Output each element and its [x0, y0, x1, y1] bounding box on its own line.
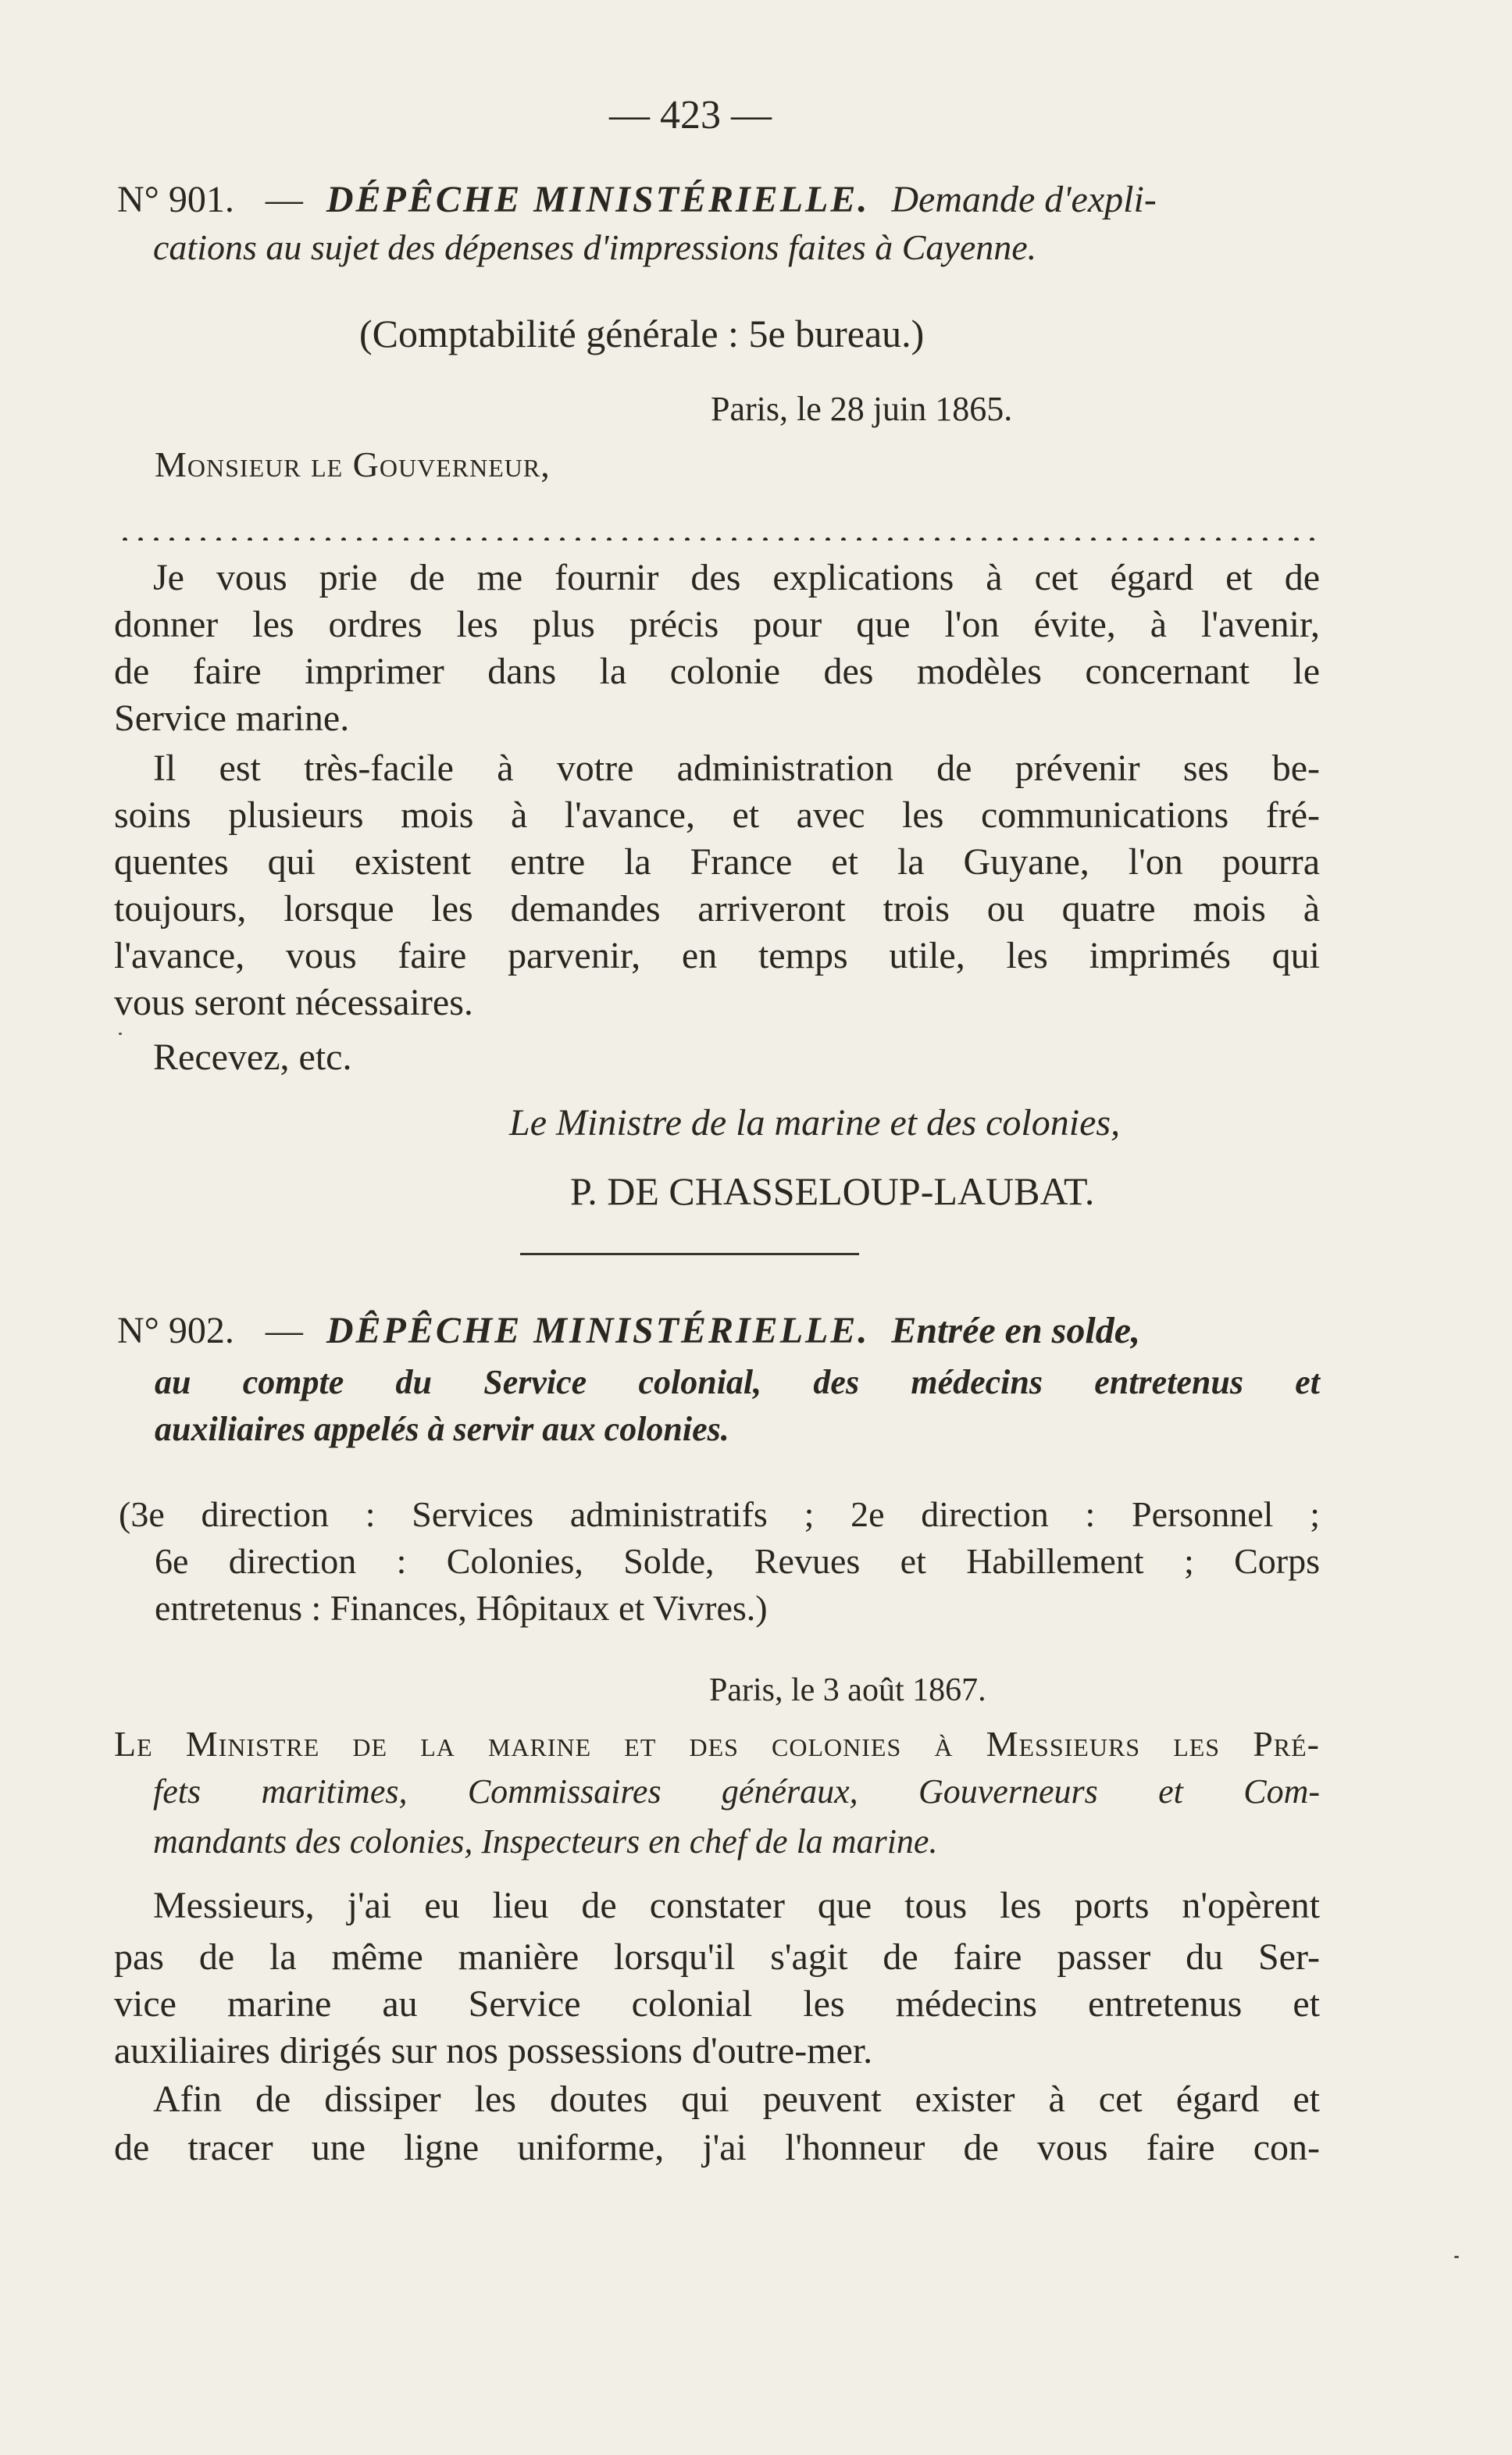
doc901-body-line: de faire imprimer dans la colonie des modèles concernant le — [114, 651, 1320, 692]
doc901-body-line: donner les ordres les plus précis pour que l'on évite, à l'avenir, — [114, 604, 1320, 645]
doc901-closing: Recevez, etc. — [153, 1037, 352, 1078]
page-number: — 423 — — [609, 93, 772, 137]
doc902-number: N° 902. — [117, 1310, 234, 1351]
doc901-body-line: soins plusieurs mois à l'avance, et avec les communications fré- — [114, 794, 1320, 836]
doc901-body-line: Il est très-facile à votre administration de prévenir ses be- — [153, 748, 1320, 789]
doc902-subject-line3: auxiliaires appelés à servir aux colonies. — [155, 1410, 729, 1448]
doc901-body-line: Service marine. — [114, 698, 350, 739]
doc901-number: N° 901. — [117, 179, 234, 220]
doc901-body-line: Je vous prie de me fournir des explications à cet égard et de — [153, 557, 1320, 598]
doc902-body-line: auxiliaires dirigés sur nos possessions d'outre-mer. — [114, 2030, 873, 2071]
doc902-body-line: vice marine au Service colonial les médecins entretenus et — [114, 1983, 1320, 2025]
doc901-signature-title: Le Ministre de la marine et des colonies, — [509, 1102, 1121, 1144]
doc902-dash: — — [265, 1310, 303, 1351]
paper-speck — [119, 1033, 122, 1035]
doc902-address-line — [114, 1723, 1320, 1765]
doc902-title: DÊPÊCHE MINISTÉRIELLE. — [326, 1310, 870, 1351]
doc902-office-line: 6e direction : Colonies, Solde, Revues et Habillement ; Corps — [155, 1541, 1320, 1581]
doc902-body-line: Messieurs, j'ai eu lieu de constater que tous les ports n'opèrent — [153, 1885, 1320, 1926]
doc901-dash: — — [265, 179, 303, 220]
doc902-date: Paris, le 3 août 1867. — [709, 1672, 986, 1708]
doc901-body-line: quentes qui existent entre la France et la Guyane, l'on pourra — [114, 841, 1320, 883]
doc902-address-line: fets maritimes, Commissaires généraux, Gouverneurs et Com- — [153, 1772, 1320, 1811]
doc902-address-line: mandants des colonies, Inspecteurs en chef de la marine. — [153, 1822, 938, 1861]
doc901-subject-line2: cations au sujet des dépenses d'impressions faites à Cayenne. — [153, 227, 1037, 267]
doc901-heading — [117, 178, 1320, 221]
doc901-subject-line1: Demande d'expli- — [891, 179, 1157, 220]
doc901-date: Paris, le 28 juin 1865. — [711, 390, 1013, 428]
doc901-office: (Comptabilité générale : 5e bureau.) — [359, 312, 925, 355]
section-separator — [520, 1253, 859, 1255]
doc902-body-line: Afin de dissiper les doutes qui peuvent exister à cet égard et — [153, 2079, 1320, 2120]
doc902-heading — [117, 1309, 1320, 1352]
doc902-body-line: pas de la même manière lorsqu'il s'agit de faire passer du Ser- — [114, 1936, 1320, 1978]
doc902-office-line: (3e direction : Services administratifs ; 2e direction : Personnel ; — [119, 1494, 1320, 1534]
doc901-body-line: toujours, lorsque les demandes arriveront trois ou quatre mois à — [114, 888, 1320, 930]
elision-dots — [117, 537, 1320, 541]
doc902-address-text: Le Ministre de la marine et des colonies à Messieurs les Pré- — [114, 1724, 1320, 1764]
doc901-body-line: vous seront nécessaires. — [114, 982, 473, 1023]
doc902-body-line: de tracer une ligne uniforme, j'ai l'honneur de vous faire con- — [114, 2127, 1320, 2168]
doc901-title: DÉPÊCHE MINISTÉRIELLE. — [326, 179, 870, 220]
doc901-body-line: l'avance, vous faire parvenir, en temps utile, les imprimés qui — [114, 935, 1320, 976]
doc902-subject-line2: au compte du Service colonial, des médecins entretenus et — [155, 1363, 1320, 1401]
doc902-subject-line1: Entrée en solde, — [891, 1310, 1140, 1351]
doc902-office-line: entretenus : Finances, Hôpitaux et Vivres.) — [155, 1588, 768, 1628]
paper-speck — [1454, 2256, 1459, 2258]
doc901-signature-name: P. DE CHASSELOUP-LAUBAT. — [570, 1169, 1095, 1213]
doc901-salutation: Monsieur le Gouverneur, — [155, 444, 551, 484]
